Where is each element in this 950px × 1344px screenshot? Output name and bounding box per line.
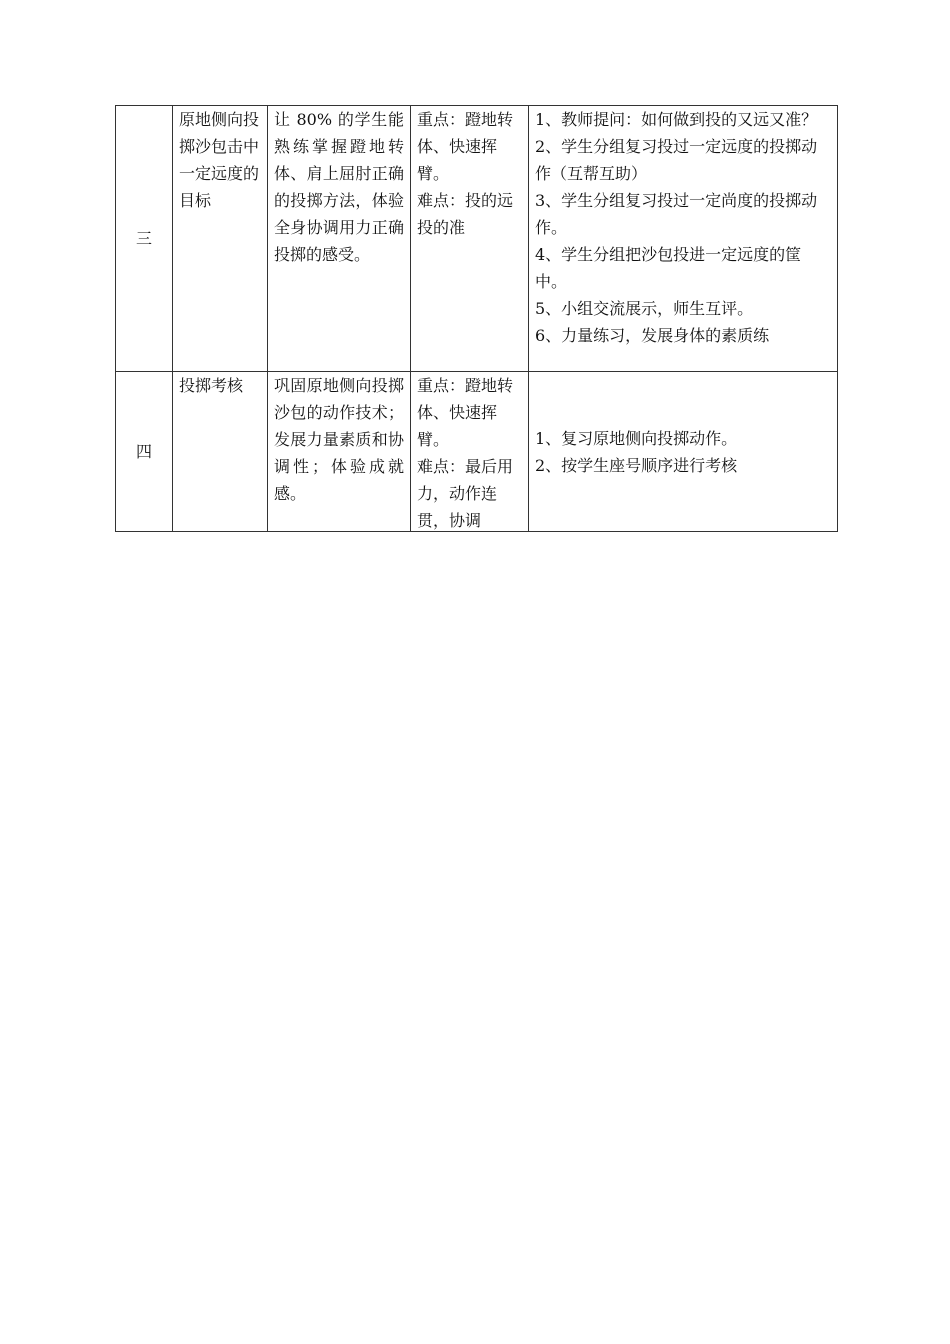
activity-cell [173, 106, 268, 372]
step-item: 2、按学生座号顺序进行考核 [535, 455, 738, 475]
row-number-cell [116, 106, 173, 372]
step-item: 4、学生分组把沙包投进一定远度的筐中。 [535, 245, 802, 291]
objective-cell [268, 106, 411, 372]
steps-cell [529, 106, 838, 372]
lesson-plan-table [115, 105, 838, 532]
step-item: 2、学生分组复习投过一定远度的投掷动作（互帮互助） [535, 137, 818, 183]
focus-cell [411, 372, 529, 532]
step-item: 1、教师提问：如何做到投的又远又准？ [535, 110, 818, 129]
row-number: 四 [135, 442, 152, 461]
row-number: 三 [135, 229, 152, 248]
step-item: 3、学生分组复习投过一定尚度的投掷动作。 [535, 191, 818, 237]
difficulty-text: 难点：最后用力，动作连贯，协调 [417, 457, 514, 530]
activity-text: 投掷考核 [179, 376, 244, 395]
objective-text: 巩固原地侧向投掷沙包的动作技术；发展力量素质和协调性；体验成就感。 [274, 376, 404, 503]
difficulty-text: 难点：投的远投的准 [417, 191, 514, 237]
objective-text: 让 80% 的学生能熟练掌握蹬地转体、肩上屈肘正确的投掷方法，体验全身协调用力正确投掷的感受。 [274, 110, 404, 264]
step-item: 5、小组交流展示，师生互评。 [535, 299, 754, 318]
focus-cell [411, 106, 529, 372]
key-point-text: 重点：蹬地转体、快速挥臂。 [417, 110, 514, 183]
table-row [116, 372, 838, 532]
activity-cell [173, 372, 268, 532]
key-point-text: 重点：蹬地转体、快速挥臂。 [417, 376, 514, 449]
row-number-cell [116, 372, 173, 532]
table-row [116, 106, 838, 372]
steps-cell [529, 372, 838, 532]
objective-cell [268, 372, 411, 532]
step-item: 1、复习原地侧向投掷动作。 [535, 428, 738, 448]
step-item: 6、力量练习，发展身体的素质练 [535, 326, 770, 345]
activity-text: 原地侧向投掷沙包击中一定远度的目标 [179, 110, 260, 210]
